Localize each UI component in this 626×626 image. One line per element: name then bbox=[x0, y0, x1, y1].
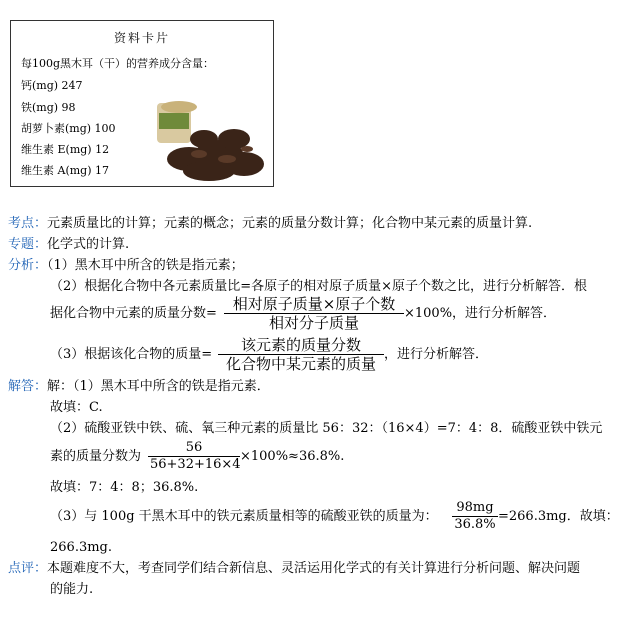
fenxi-l1: （1）黑木耳中所含的铁是指元素； bbox=[47, 258, 244, 273]
fraction-ferrous-sulfate bbox=[452, 500, 498, 533]
fraction-numerator: 该元素的质量分数 bbox=[218, 336, 384, 355]
dianping-line bbox=[8, 561, 580, 577]
jieda-l4b: ×100%≈36.8%. bbox=[240, 449, 345, 464]
card-row: 铁(mg) 98 bbox=[21, 101, 76, 114]
jieda-l4a: 素的质量分数为 bbox=[50, 449, 142, 464]
card-row: 维生素 A(mg) 17 bbox=[21, 164, 109, 177]
fenxi-label: 分析： bbox=[8, 258, 48, 273]
zhuanti-line bbox=[8, 237, 129, 253]
fraction-mass-fraction bbox=[224, 295, 404, 332]
fenxi-l4a: （3）根据该化合物的质量= bbox=[50, 347, 213, 362]
black-fungus-photo bbox=[149, 99, 271, 185]
fraction-compound-mass bbox=[218, 336, 384, 373]
fenxi-line bbox=[8, 258, 244, 274]
fraction-numerator: 相对原子质量×原子个数 bbox=[224, 295, 404, 314]
card-title: 资料卡片 bbox=[113, 31, 170, 45]
fenxi-l2: （2）根据化合物中各元素质量比=各原子的相对原子质量×原子个数之比，进行分析解答．根 bbox=[50, 279, 588, 294]
jieda-l7: 266.3mg. bbox=[50, 540, 112, 555]
fraction-denominator: 36.8% bbox=[454, 517, 496, 532]
card-row: 胡萝卜素(mg) 100 bbox=[21, 122, 116, 135]
card-row: 钙(mg) 247 bbox=[21, 79, 83, 92]
fraction-denominator: 56+32+16×4 bbox=[150, 457, 241, 472]
dianping-label: 点评： bbox=[8, 561, 48, 576]
dianping-l2: 的能力. bbox=[50, 582, 94, 597]
fraction-numerator: 56 bbox=[148, 440, 240, 457]
fenxi-l3a: 据化合物中元素的质量分数= bbox=[50, 306, 217, 321]
kaodian-line bbox=[8, 216, 532, 232]
fraction-numerator: 98mg bbox=[452, 500, 498, 517]
fraction-iron-percent bbox=[148, 440, 240, 473]
zhuanti-text: 化学式的计算. bbox=[47, 237, 130, 252]
card-heading: 每100g黑木耳（干）的营养成分含量： bbox=[21, 57, 215, 70]
zhuanti-label: 专题： bbox=[8, 237, 48, 252]
fenxi-l4b: ，进行分析解答． bbox=[384, 347, 489, 362]
jieda-l1: 解：（1）黑木耳中所含的铁是指元素． bbox=[47, 379, 270, 394]
dianping-l1: 本题难度不大，考查同学们结合新信息、灵活运用化学式的有关计算进行分析问题、解决问题 bbox=[47, 561, 581, 576]
kaodian-text: 元素质量比的计算；元素的概念；元素的质量分数计算；化合物中某元素的质量计算. bbox=[47, 216, 533, 231]
jieda-label: 解答： bbox=[8, 379, 48, 394]
jieda-line bbox=[8, 379, 270, 395]
fraction-denominator: 化合物中某元素的质量 bbox=[225, 355, 376, 373]
info-card bbox=[10, 20, 274, 187]
card-row: 维生素 E(mg) 12 bbox=[21, 143, 110, 156]
fraction-denominator: 相对分子质量 bbox=[268, 314, 359, 332]
jieda-l5: 故填：7：4：8；36.8%. bbox=[50, 480, 199, 495]
jieda-l6b: =266.3mg．故填： bbox=[498, 509, 619, 524]
jieda-l6a: （3）与 100g 干黑木耳中的铁元素质量相等的硫酸亚铁的质量为： bbox=[50, 509, 438, 524]
kaodian-label: 考点： bbox=[8, 216, 48, 231]
fenxi-l3b: ×100%，进行分析解答． bbox=[404, 306, 557, 321]
jieda-l3: （2）硫酸亚铁中铁、硫、氧三种元素的质量比 56：32：（16×4）=7：4：8．硫酸亚铁中铁元 bbox=[50, 421, 603, 436]
jieda-l2: 故填：C. bbox=[50, 400, 103, 415]
